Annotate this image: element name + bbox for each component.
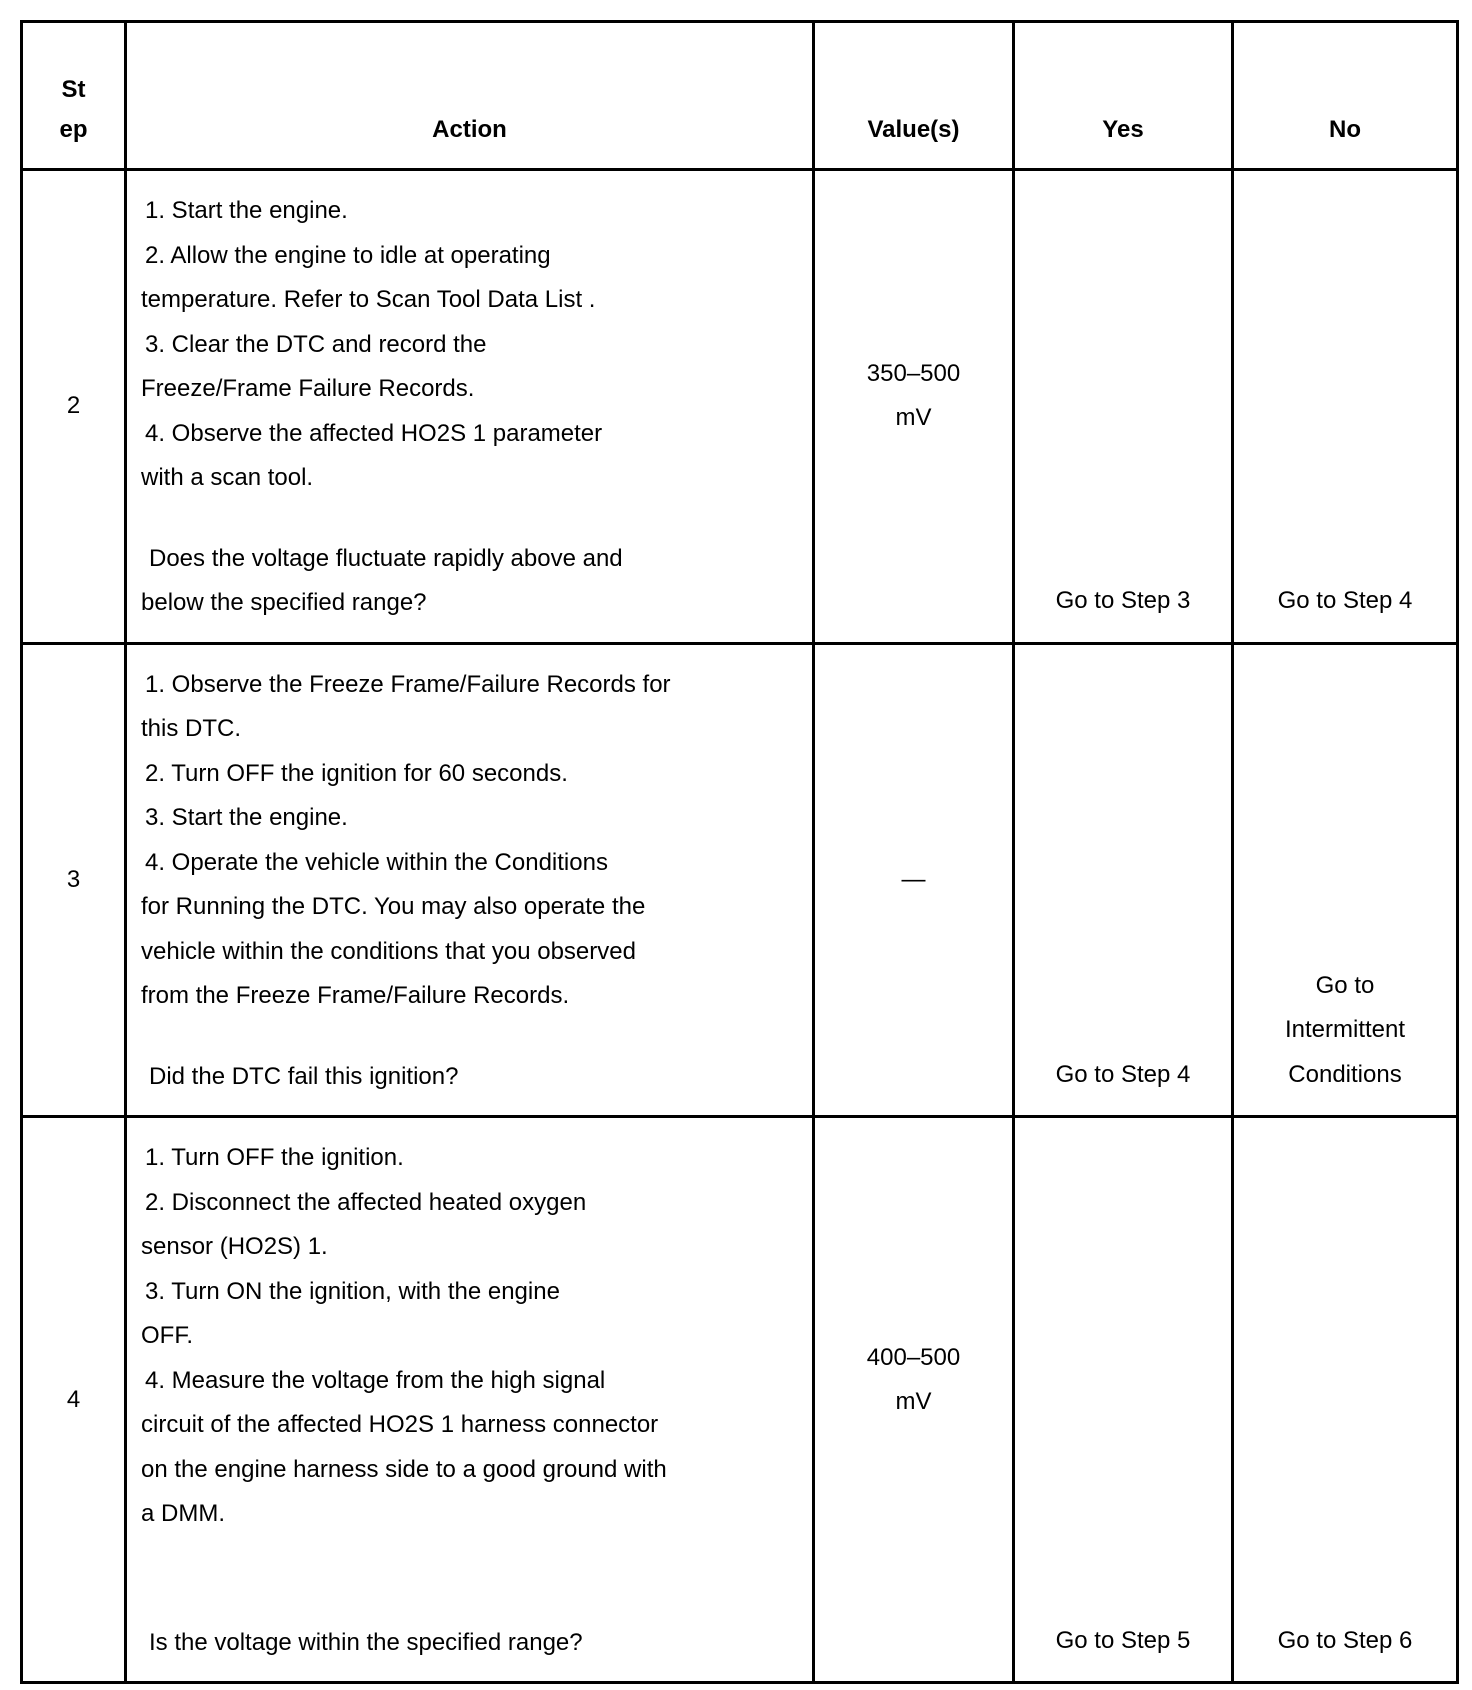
action-line: temperature. Refer to Scan Tool Data List . — [141, 286, 596, 313]
value-none: — — [901, 865, 926, 893]
no-line: Conditions — [1288, 1060, 1402, 1088]
value-cell — [814, 1117, 1014, 1683]
no-line: Intermittent — [1284, 1016, 1406, 1043]
header-yes: Yes — [1014, 22, 1233, 170]
value-unit: mV — [895, 1387, 932, 1415]
header-values: Value(s) — [814, 22, 1014, 170]
action-line: 2. Disconnect the affected heated oxygen — [145, 1188, 587, 1216]
header-step — [22, 22, 126, 170]
action-line: 4. Observe the affected HO2S 1 parameter — [145, 419, 603, 447]
value-unit: mV — [895, 404, 932, 432]
action-line: 3. Start the engine. — [145, 804, 348, 831]
action-line: vehicle within the conditions that you observed — [141, 937, 636, 965]
action-line: 4. Measure the voltage from the high signal — [145, 1366, 606, 1394]
no-line: Go to Step 6 — [1277, 1626, 1413, 1654]
action-line: for Running the DTC. You may also operate the — [141, 893, 646, 920]
action-line: 2. Turn OFF the ignition for 60 seconds. — [145, 759, 568, 787]
action-line: a DMM. — [141, 1500, 225, 1527]
value-range: 400–500 — [866, 1343, 961, 1371]
no-cell — [1233, 643, 1458, 1117]
action-line: Freeze/Frame Failure Records. — [141, 375, 475, 402]
action-cell — [126, 170, 814, 644]
question-line: Did the DTC fail this ignition? — [149, 1062, 459, 1090]
action-line: from the Freeze Frame/Failure Records. — [141, 982, 570, 1009]
header-action: Action — [126, 22, 814, 170]
value-cell — [814, 170, 1014, 644]
table-row — [22, 1117, 1458, 1683]
no-cell — [1233, 1117, 1458, 1683]
table-row — [22, 170, 1458, 644]
diagnostic-table — [20, 20, 1459, 1684]
question-line: Does the voltage fluctuate rapidly above and — [149, 544, 623, 572]
action-line: 1. Start the engine. — [145, 197, 348, 224]
action-line: 1. Observe the Freeze Frame/Failure Records for — [145, 670, 671, 698]
header-row — [22, 22, 1458, 170]
yes-cell: Go to Step 4 — [1014, 643, 1233, 1117]
step-number: 4 — [22, 1117, 126, 1683]
yes-cell: Go to Step 3 — [1014, 170, 1233, 644]
action-line: 4. Operate the vehicle within the Conditions — [145, 848, 608, 876]
question-line: below the specified range? — [141, 589, 427, 616]
action-line: on the engine harness side to a good ground with — [141, 1455, 667, 1483]
action-cell — [126, 643, 814, 1117]
action-line: sensor (HO2S) 1. — [141, 1233, 328, 1260]
header-step-line1: St — [61, 76, 86, 103]
action-line: 3. Clear the DTC and record the — [145, 330, 487, 358]
step-number: 3 — [22, 643, 126, 1117]
no-cell — [1233, 170, 1458, 644]
yes-cell: Go to Step 5 — [1014, 1117, 1233, 1683]
no-line: Go to Step 4 — [1277, 587, 1413, 614]
question-line: Is the voltage within the specified range? — [149, 1628, 583, 1656]
action-line: OFF. — [141, 1322, 193, 1349]
action-line: 2. Allow the engine to idle at operating — [145, 241, 551, 269]
action-cell — [126, 1117, 814, 1683]
table-row — [22, 643, 1458, 1117]
value-cell — [814, 643, 1014, 1117]
header-no: No — [1233, 22, 1458, 170]
value-range: 350–500 — [866, 360, 961, 388]
action-line: this DTC. — [141, 715, 242, 742]
step-number: 2 — [22, 170, 126, 644]
action-line: 1. Turn OFF the ignition. — [145, 1144, 404, 1171]
action-line: with a scan tool. — [141, 464, 314, 491]
header-step-line2: ep — [59, 116, 88, 143]
action-line: 3. Turn ON the ignition, with the engine — [145, 1277, 560, 1305]
no-line: Go to — [1315, 971, 1375, 999]
action-line: circuit of the affected HO2S 1 harness connector — [141, 1411, 659, 1438]
